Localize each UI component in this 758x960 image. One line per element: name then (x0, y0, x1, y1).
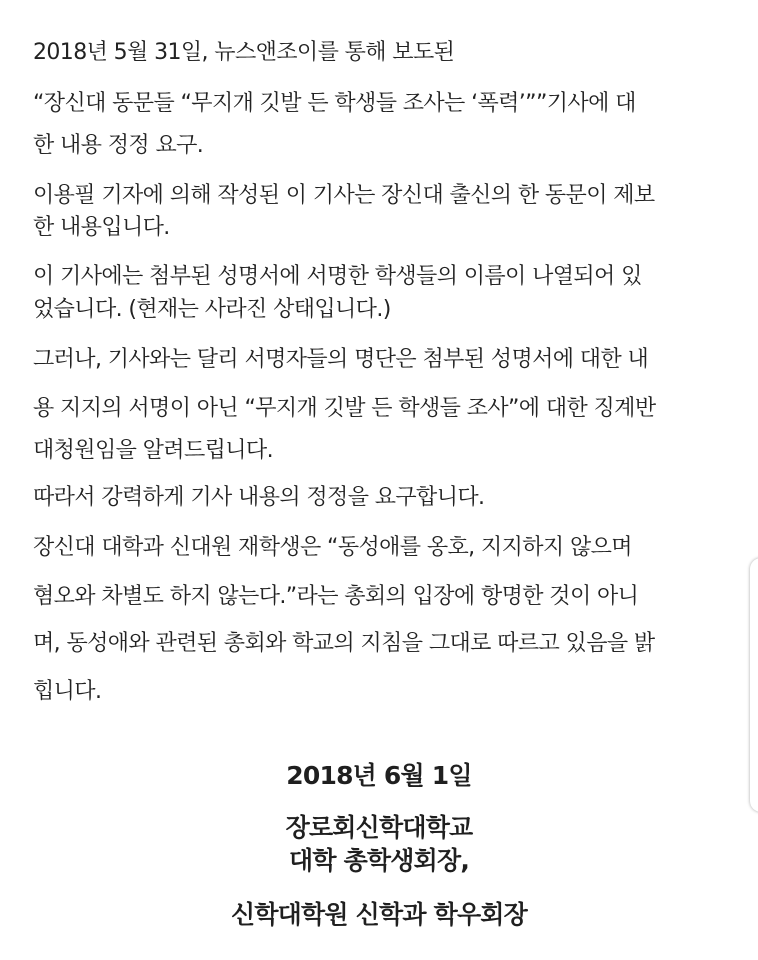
signature-org-line-3: 신학대학원 신학과 학우회장 (230, 900, 527, 929)
body-line: 한 내용입니다. (33, 215, 170, 240)
body-line: “장신대 동문들 “무지개 깃발 든 학생들 조사는 ‘폭력’””기사에 대 (33, 91, 636, 116)
body-line: 힙니다. (33, 679, 102, 704)
body-line: 이용필 기자에 의해 작성된 이 기사는 장신대 출신의 한 동문이 제보 (33, 183, 655, 208)
body-line: 장신대 대학과 신대원 재학생은 “동성애를 옹호, 지지하지 않으며 (33, 535, 632, 560)
body-line: 대청원임을 알려드립니다. (33, 438, 273, 463)
scrollbar-handle[interactable] (750, 558, 758, 812)
signature-org-line-2: 대학 총학생회장, (288, 846, 470, 875)
signature-org-line-1: 장로회신학대학교 (285, 813, 473, 842)
body-line: 그러나, 기사와는 달리 서명자들의 명단은 첨부된 성명서에 대한 내 (33, 347, 649, 372)
signature-date: 2018년 6월 1일 (286, 761, 472, 790)
body-line: 며, 동성애와 관련된 총회와 학교의 지침을 그대로 따르고 있음을 밝 (33, 631, 655, 656)
body-line: 용 지지의 서명이 아닌 “무지개 깃발 든 학생들 조사”에 대한 징계반 (33, 396, 656, 421)
body-line: 따라서 강력하게 기사 내용의 정정을 요구합니다. (33, 485, 485, 510)
body-line: 었습니다. (현재는 사라진 상태입니다.) (33, 297, 391, 322)
body-line: 혐오와 차별도 하지 않는다.”라는 총회의 입장에 항명한 것이 아니 (33, 584, 639, 609)
body-line: 이 기사에는 첨부된 성명서에 서명한 학생들의 이름이 나열되어 있 (33, 264, 642, 289)
body-line: 2018년 5월 31일, 뉴스앤조이를 통해 보도된 (33, 40, 455, 65)
body-line: 한 내용 정정 요구. (33, 133, 204, 158)
